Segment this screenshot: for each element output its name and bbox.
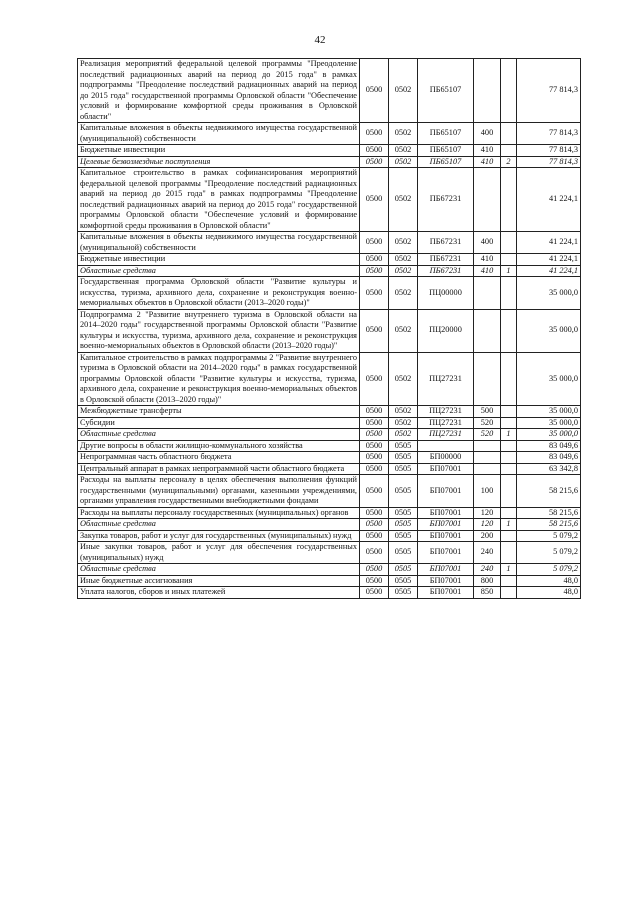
row-description: Другие вопросы в области жилищно-коммунального хозяйства [78,440,360,452]
section-code: 0500 [360,475,389,508]
amount: 5 079,2 [517,564,581,576]
section-code: 0500 [360,145,389,157]
subsection-code: 0505 [389,452,418,464]
expense-type-code: 200 [474,530,501,542]
section-code: 0500 [360,463,389,475]
subsection-code: 0502 [389,352,418,406]
table-row [78,59,581,123]
amount: 58 215,6 [517,507,581,519]
amount: 41 224,1 [517,265,581,277]
target-article-code: ПЦ27231 [418,352,474,406]
target-article-code: ПБ67231 [418,254,474,266]
subsection-code: 0505 [389,463,418,475]
section-code: 0500 [360,123,389,145]
amount: 41 224,1 [517,168,581,232]
row-description: Расходы на выплаты персоналу государственных (муниципальных) органов [78,507,360,519]
row-description: Целевые безвозмездные поступления [78,156,360,168]
table-row [78,168,581,232]
expense-type-code: 120 [474,519,501,531]
section-code: 0500 [360,417,389,429]
amount: 83 049,6 [517,452,581,464]
section-code: 0500 [360,265,389,277]
funding-source-code [501,452,517,464]
table-row [78,452,581,464]
row-description: Непрограммная часть областного бюджета [78,452,360,464]
expense-type-code: 400 [474,123,501,145]
section-code: 0500 [360,352,389,406]
expense-type-code: 520 [474,429,501,441]
target-article-code: БП07001 [418,507,474,519]
expense-type-code [474,59,501,123]
funding-source-code [501,168,517,232]
subsection-code: 0502 [389,59,418,123]
amount: 48,0 [517,575,581,587]
section-code: 0500 [360,429,389,441]
row-description: Субсидии [78,417,360,429]
funding-source-code [501,145,517,157]
expense-type-code: 500 [474,406,501,418]
subsection-code: 0502 [389,417,418,429]
section-code: 0500 [360,587,389,599]
table-row [78,475,581,508]
target-article-code: БП07001 [418,475,474,508]
target-article-code: ПЦ27231 [418,406,474,418]
table-row [78,440,581,452]
row-description: Капитальное строительство в рамках подпрограммы 2 "Развитие внутреннего туризма в Орловской области на 2014–2020 годы" в рамках государственной программы Орловской области "Развитие культуры и искусства, туризма, архивного дела, сохранение и реконструкция военно-мемориальных объектов в Орловской области (2013–2020 годы)" [78,352,360,406]
amount: 35 000,0 [517,352,581,406]
funding-source-code [501,352,517,406]
table-row [78,232,581,254]
expense-type-code: 410 [474,254,501,266]
subsection-code: 0502 [389,265,418,277]
target-article-code: ПЦ00000 [418,277,474,310]
expense-type-code: 410 [474,145,501,157]
table-row [78,542,581,564]
amount: 58 215,6 [517,519,581,531]
expense-type-code [474,440,501,452]
target-article-code: БП07001 [418,519,474,531]
table-row [78,156,581,168]
funding-source-code: 1 [501,429,517,441]
table-row [78,564,581,576]
amount: 5 079,2 [517,542,581,564]
subsection-code: 0505 [389,530,418,542]
table-row [78,265,581,277]
expense-type-code: 240 [474,542,501,564]
section-code: 0500 [360,254,389,266]
subsection-code: 0502 [389,429,418,441]
target-article-code: ПБ67231 [418,265,474,277]
row-description: Областные средства [78,265,360,277]
subsection-code: 0502 [389,309,418,352]
table-row [78,123,581,145]
section-code: 0500 [360,406,389,418]
row-description: Государственная программа Орловской области "Развитие культуры и искусства, туризма, архивного дела, сохранение и реконструкция военно-мемориальных объектов в Орловской области (2013–2020 годы)" [78,277,360,310]
amount: 48,0 [517,587,581,599]
table-row [78,587,581,599]
target-article-code: БП07001 [418,530,474,542]
row-description: Областные средства [78,429,360,441]
table-row [78,309,581,352]
funding-source-code [501,232,517,254]
expense-type-code: 100 [474,475,501,508]
row-description: Бюджетные инвестиции [78,254,360,266]
target-article-code: ПЦ27231 [418,417,474,429]
funding-source-code [501,475,517,508]
row-description: Уплата налогов, сборов и иных платежей [78,587,360,599]
funding-source-code: 1 [501,265,517,277]
row-description: Межбюджетные трансферты [78,406,360,418]
row-description: Подпрограмма 2 "Развитие внутреннего туризма в Орловской области на 2014–2020 годы" государственной программы Орловской области "Развитие культуры и искусства, туризма, архивного дела, сохранение и реконструкция военно-мемориальных объектов в Орловской области (2013–2020 годы)" [78,309,360,352]
table-row [78,406,581,418]
expense-type-code: 120 [474,507,501,519]
amount: 83 049,6 [517,440,581,452]
subsection-code: 0502 [389,156,418,168]
row-description: Областные средства [78,564,360,576]
expense-type-code: 520 [474,417,501,429]
funding-source-code: 2 [501,156,517,168]
row-description: Центральный аппарат в рамках непрограммной части областного бюджета [78,463,360,475]
target-article-code: ПБ65107 [418,59,474,123]
row-description: Иные бюджетные ассигнования [78,575,360,587]
subsection-code: 0502 [389,232,418,254]
amount: 41 224,1 [517,232,581,254]
amount: 41 224,1 [517,254,581,266]
funding-source-code [501,417,517,429]
funding-source-code [501,406,517,418]
expense-type-code [474,352,501,406]
expense-type-code: 410 [474,265,501,277]
funding-source-code [501,530,517,542]
amount: 77 814,3 [517,145,581,157]
table-row [78,352,581,406]
expense-type-code: 240 [474,564,501,576]
target-article-code: БП07001 [418,575,474,587]
row-description: Капитальные вложения в объекты недвижимого имущества государственной (муниципальной) собственности [78,232,360,254]
table-row [78,145,581,157]
section-code: 0500 [360,452,389,464]
row-description: Капитальные вложения в объекты недвижимого имущества государственной (муниципальной) собственности [78,123,360,145]
target-article-code: ПБ67231 [418,168,474,232]
section-code: 0500 [360,59,389,123]
target-article-code: БП00000 [418,452,474,464]
subsection-code: 0505 [389,542,418,564]
table-row [78,530,581,542]
section-code: 0500 [360,507,389,519]
subsection-code: 0502 [389,123,418,145]
target-article-code: ПБ67231 [418,232,474,254]
expense-type-code: 410 [474,156,501,168]
amount: 77 814,3 [517,123,581,145]
amount: 35 000,0 [517,277,581,310]
amount: 58 215,6 [517,475,581,508]
section-code: 0500 [360,564,389,576]
subsection-code: 0502 [389,277,418,310]
expense-type-code [474,309,501,352]
subsection-code: 0505 [389,507,418,519]
target-article-code: ПЦ27231 [418,429,474,441]
funding-source-code [501,59,517,123]
expense-type-code [474,463,501,475]
target-article-code: БП07001 [418,564,474,576]
target-article-code: ПБ65107 [418,123,474,145]
subsection-code: 0505 [389,587,418,599]
subsection-code: 0502 [389,168,418,232]
expense-type-code [474,452,501,464]
funding-source-code: 1 [501,564,517,576]
amount: 35 000,0 [517,417,581,429]
table-row [78,429,581,441]
target-article-code: БП07001 [418,463,474,475]
expense-type-code: 400 [474,232,501,254]
amount: 5 079,2 [517,530,581,542]
funding-source-code [501,587,517,599]
funding-source-code [501,542,517,564]
subsection-code: 0502 [389,406,418,418]
amount: 35 000,0 [517,309,581,352]
subsection-code: 0505 [389,564,418,576]
row-description: Реализация мероприятий федеральной целевой программы "Преодоление последствий радиационных аварий на период до 2015 года" в рамках подпрограммы "Преодоление последствий радиационных аварий на период до 2015 года" государственной программы Орловской области "Обеспечение условий и формирование комфортной среды проживания в Орловской области" [78,59,360,123]
subsection-code: 0505 [389,519,418,531]
target-article-code: ПБ65107 [418,156,474,168]
table-row [78,417,581,429]
amount: 35 000,0 [517,406,581,418]
funding-source-code [501,254,517,266]
table-row [78,575,581,587]
funding-source-code [501,440,517,452]
section-code: 0500 [360,168,389,232]
amount: 77 814,3 [517,59,581,123]
section-code: 0500 [360,530,389,542]
section-code: 0500 [360,156,389,168]
subsection-code: 0505 [389,440,418,452]
target-article-code: БП07001 [418,587,474,599]
funding-source-code [501,309,517,352]
funding-source-code [501,123,517,145]
table-row [78,254,581,266]
expense-type-code: 800 [474,575,501,587]
subsection-code: 0502 [389,254,418,266]
funding-source-code [501,575,517,587]
funding-source-code [501,277,517,310]
target-article-code [418,440,474,452]
table-row [78,463,581,475]
section-code: 0500 [360,277,389,310]
row-description: Расходы на выплаты персоналу в целях обеспечения выполнения функций государственными (муниципальными) органами, казенными учреждениями, органами управления государственными внебюджетными фондами [78,475,360,508]
section-code: 0500 [360,575,389,587]
page-number: 42 [314,34,326,46]
subsection-code: 0505 [389,575,418,587]
section-code: 0500 [360,519,389,531]
section-code: 0500 [360,232,389,254]
table-row [78,519,581,531]
row-description: Закупка товаров, работ и услуг для государственных (муниципальных) нужд [78,530,360,542]
table-row [78,277,581,310]
row-description: Иные закупки товаров, работ и услуг для обеспечения государственных (муниципальных) нужд [78,542,360,564]
section-code: 0500 [360,542,389,564]
amount: 77 814,3 [517,156,581,168]
subsection-code: 0505 [389,475,418,508]
funding-source-code: 1 [501,519,517,531]
section-code: 0500 [360,309,389,352]
table-row [78,507,581,519]
row-description: Бюджетные инвестиции [78,145,360,157]
funding-source-code [501,463,517,475]
budget-table-body [78,59,581,599]
amount: 63 342,8 [517,463,581,475]
expense-type-code: 850 [474,587,501,599]
expense-type-code [474,168,501,232]
target-article-code: БП07001 [418,542,474,564]
funding-source-code [501,507,517,519]
row-description: Областные средства [78,519,360,531]
section-code: 0500 [360,440,389,452]
amount: 35 000,0 [517,429,581,441]
row-description: Капитальное строительство в рамках софинансирования мероприятий федеральной целевой программы "Преодоление последствий радиационных аварий на период до 2015 года" в рамках подпрограммы "Преодоление последствий радиационных аварий на период до 2015 года" государственной программы Орловской области "Обеспечение условий и формирование комфортной среды проживания в Орловской области" [78,168,360,232]
expense-type-code [474,277,501,310]
subsection-code: 0502 [389,145,418,157]
budget-table [77,58,581,599]
target-article-code: ПБ65107 [418,145,474,157]
target-article-code: ПЦ20000 [418,309,474,352]
